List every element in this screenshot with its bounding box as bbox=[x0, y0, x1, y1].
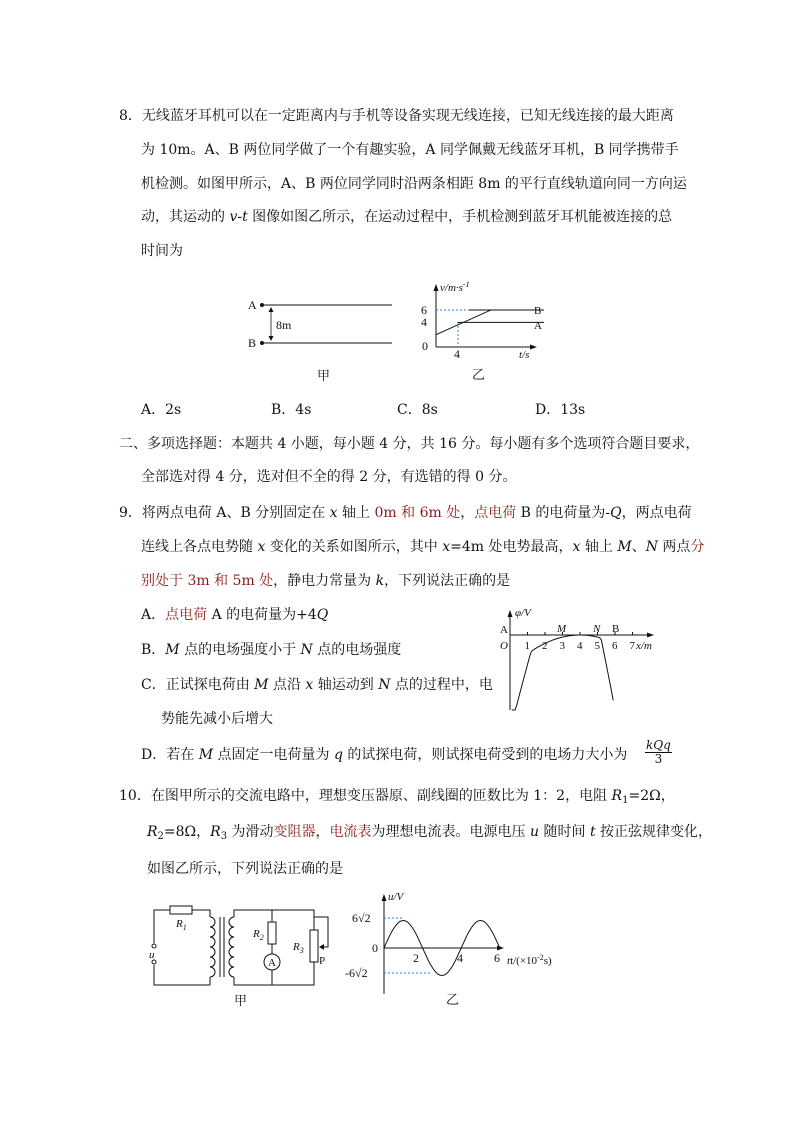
q10-circuit-jia bbox=[140, 895, 340, 1010]
fraction-den: 3 bbox=[654, 752, 663, 766]
label-a: A bbox=[248, 298, 257, 312]
label-b: B bbox=[612, 623, 620, 635]
section2-line1: 二、多项选择题：本题共 4 小题，每小题 4 分，共 16 分。每小题有多个选项符合题目要求， bbox=[119, 436, 700, 452]
q8-line2: 为 10m。A、B 两位同学做了一个有趣实验，A 同学佩戴无线蓝牙耳机，B 同学携带手 bbox=[141, 142, 679, 158]
x-tick-label: 4 bbox=[577, 640, 583, 652]
legend-b: B bbox=[534, 305, 542, 317]
distance-label: 8m bbox=[276, 318, 292, 332]
section2-line2: 全部选对得 4 分，选对但不全的得 2 分，有选错的得 0 分。 bbox=[141, 469, 517, 485]
point-b bbox=[260, 341, 264, 345]
point-a bbox=[260, 303, 264, 307]
caption-yi: 乙 bbox=[472, 367, 486, 382]
q8-option-d: D．13s bbox=[535, 402, 586, 418]
q10-line3: 如图乙所示，下列说法正确的是 bbox=[147, 861, 343, 877]
primary-coil bbox=[210, 917, 215, 977]
label-m: M bbox=[557, 623, 567, 635]
slider-arrow bbox=[319, 944, 324, 950]
q9-line2: 连线上各点电势随 x 变化的关系如图所示，其中 x=4m 处电势最高，x 轴上 M、N 两点分 bbox=[141, 539, 705, 555]
x-axis-label: t/s bbox=[519, 349, 530, 361]
r1-label: $R_1$ bbox=[176, 918, 187, 932]
q9-option-b: B．M 点的电场强度小于 N 点的电场强度 bbox=[141, 642, 402, 658]
tick-y6: 6 bbox=[421, 303, 427, 317]
origin-label: 0 bbox=[422, 339, 428, 353]
label-a: A bbox=[500, 624, 508, 636]
tick-x4: 4 bbox=[454, 347, 460, 361]
q9-option-a: A．点电荷 A 的电荷量为+4Q bbox=[141, 607, 329, 623]
x-axis-label: $tt/(\times 10^{-2}s)$ bbox=[507, 953, 552, 967]
x-tick-label: 1 bbox=[524, 640, 530, 652]
y-axis-label: φ/V bbox=[515, 607, 531, 619]
q8-line3: 机检测。如图甲所示，A、B 两位同学同时沿两条相距 8m 的平行直线轨道向同一方向运 bbox=[141, 176, 687, 192]
q9-option-d: D．若在 M 点固定一电荷量为 q 的试探电荷，则试探电荷受到的电场力大小为 bbox=[141, 747, 628, 763]
caption-jia: 甲 bbox=[234, 993, 248, 1008]
caption-yi: 乙 bbox=[446, 992, 460, 1007]
q9-line1: 9．将两点电荷 A、B 分别固定在 x 轴上 0m 和 6m 处，点电荷 B 的电荷量为-Q，两点电荷 bbox=[119, 505, 692, 521]
slider-label: P bbox=[319, 955, 326, 967]
fraction-num: kQq bbox=[646, 738, 671, 752]
r2-label: $R_2$ bbox=[253, 928, 264, 942]
source-label: u bbox=[149, 949, 155, 961]
x-tick-label: 3 bbox=[559, 640, 565, 652]
resistor-r2 bbox=[268, 922, 276, 944]
q9-option-c-cont: 势能先减小后增大 bbox=[161, 711, 273, 727]
y-axis-label: u/V bbox=[388, 891, 404, 903]
origin-label: 0 bbox=[372, 941, 378, 955]
q8-line5: 时间为 bbox=[141, 243, 183, 259]
q8-figure-yi bbox=[416, 278, 566, 388]
legend-a: A bbox=[534, 320, 542, 332]
x-axis-label: x/m bbox=[636, 640, 652, 652]
resistor-r1 bbox=[170, 906, 192, 914]
q9-fraction bbox=[645, 739, 672, 766]
terminal-top bbox=[152, 944, 156, 948]
q9-potential-graph bbox=[496, 604, 676, 714]
q8-line4: 动，其运动的 v-t 图像如图乙所示，在运动过程中，手机检测到蓝牙耳机能被连接的总 bbox=[141, 209, 673, 225]
x-tick-label: 6 bbox=[612, 640, 618, 652]
label-o: O bbox=[500, 640, 508, 652]
q8-figure-jia bbox=[240, 288, 410, 388]
caption-jia: 甲 bbox=[317, 368, 331, 383]
tick-x4: 4 bbox=[457, 951, 463, 965]
tick-peak: 6√2 bbox=[352, 911, 371, 925]
r3-label: $R_3$ bbox=[293, 941, 304, 955]
q9-line3: 别处于 3m 和 5m 处，静电力常量为 k，下列说法正确的是 bbox=[141, 573, 511, 589]
label-b: B bbox=[248, 336, 257, 350]
x-tick-label: 2 bbox=[542, 640, 548, 652]
y-axis-label: $v/m\cdot s^{-1}$ bbox=[440, 280, 470, 294]
q8-option-b: B．4s bbox=[271, 402, 312, 418]
tick-x6: 6 bbox=[494, 951, 500, 965]
q8-option-a: A．2s bbox=[141, 402, 182, 418]
x-tick-label: 7 bbox=[629, 640, 635, 652]
q8-line1: 8．无线蓝牙耳机可以在一定距离内与手机等设备实现无线连接，已知无线连接的最大距离 bbox=[119, 108, 674, 124]
ammeter-label: A bbox=[268, 957, 276, 969]
x-tick-label: 5 bbox=[594, 640, 600, 652]
resistor-r3 bbox=[310, 930, 318, 962]
tick-y4: 4 bbox=[421, 315, 427, 329]
q10-line1: 10．在图甲所示的交流电路中，理想变压器原、副线圈的匝数比为 1：2，电阻 $R_1=2\Omega$， bbox=[119, 788, 675, 806]
tick-x2: 2 bbox=[413, 951, 419, 965]
q8-option-c: C．8s bbox=[397, 402, 438, 418]
label-n: N bbox=[593, 623, 601, 635]
tick-trough: -6√2 bbox=[345, 966, 368, 980]
q9-option-c: C．正试探电荷由 M 点沿 x 轴运动到 N 点的过程中，电 bbox=[141, 677, 493, 693]
q10-wave-yi bbox=[340, 886, 570, 1011]
secondary-coil bbox=[229, 917, 234, 977]
q10-line2: $R_2=8\Omega$，$R_3$ 为滑动变阻器，电流表为理想电流表。电源电压 u 随时间 t 按正弦规律变化， bbox=[147, 824, 713, 842]
